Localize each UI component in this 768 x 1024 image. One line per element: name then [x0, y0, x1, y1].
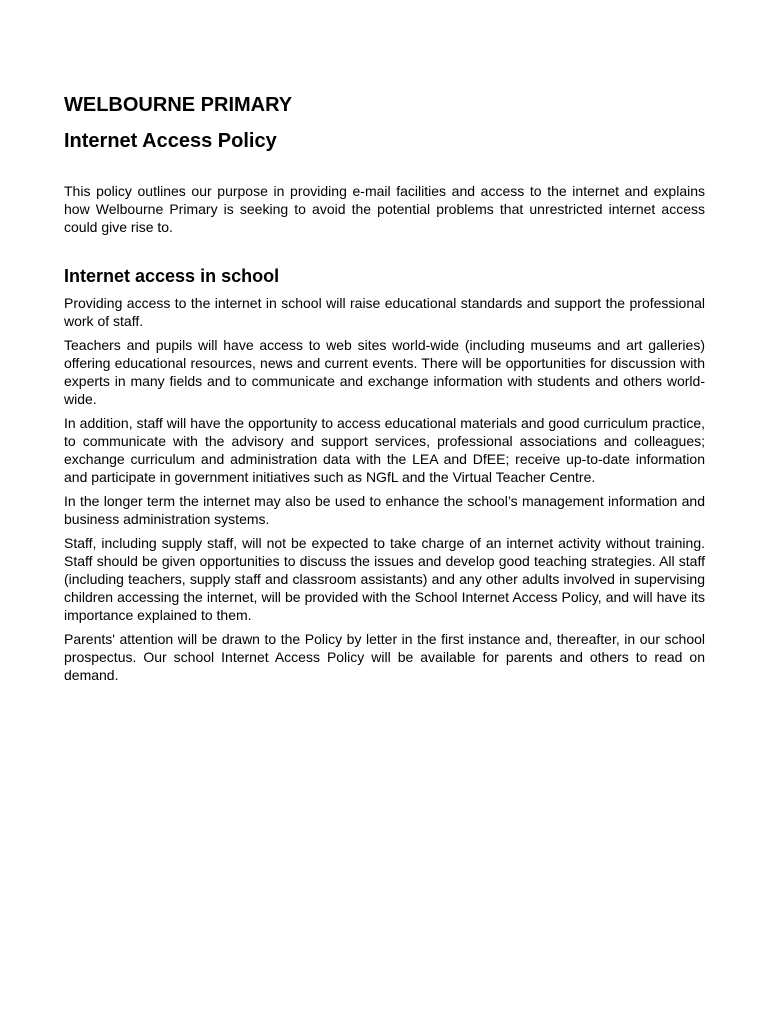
- body-paragraph: Providing access to the internet in school will raise educational standards and support the professional work of staff.: [64, 295, 705, 329]
- section-body: [64, 294, 705, 684]
- body-paragraph: Teachers and pupils will have access to web sites world-wide (including museums and art galleries) offering educational resources, news and current events. There will be opportunities for discussion with experts in many fields and to communicate and exchange information with students and others world-wide.: [64, 337, 705, 407]
- document-page: [64, 90, 705, 684]
- document-title: Internet Access Policy: [64, 130, 277, 152]
- intro-paragraph: This policy outlines our purpose in providing e-mail facilities and access to the internet and explains how Welbourne Primary is seeking to avoid the potential problems that unrestricted internet access could give rise to.: [64, 183, 705, 235]
- school-name: WELBOURNE PRIMARY: [64, 94, 293, 116]
- body-paragraph: In addition, staff will have the opportunity to access educational materials and good curriculum practice, to communicate with the advisory and support services, professional associations and colleagues; exchange curriculum and administration data with the LEA and DfEE; receive up-to-date information and participate in government initiatives such as NGfL and the Virtual Teacher Centre.: [64, 415, 705, 485]
- body-paragraph: Parents' attention will be drawn to the Policy by letter in the first instance and, thereafter, in our school prospectus. Our school Internet Access Policy will be available for parents and others to read on demand.: [64, 631, 705, 683]
- section-heading: Internet access in school: [64, 266, 280, 286]
- body-paragraph: Staff, including supply staff, will not be expected to take charge of an internet activity without training. Staff should be given opportunities to discuss the issues and develop good teaching strategies. All staff (including teachers, supply staff and classroom assistants) and any other adults involved in supervising children accessing the internet, will be provided with the School Internet Access Policy, and will have its importance explained to them.: [64, 535, 705, 623]
- body-paragraph: In the longer term the internet may also be used to enhance the school’s management information and business administration systems.: [64, 493, 705, 527]
